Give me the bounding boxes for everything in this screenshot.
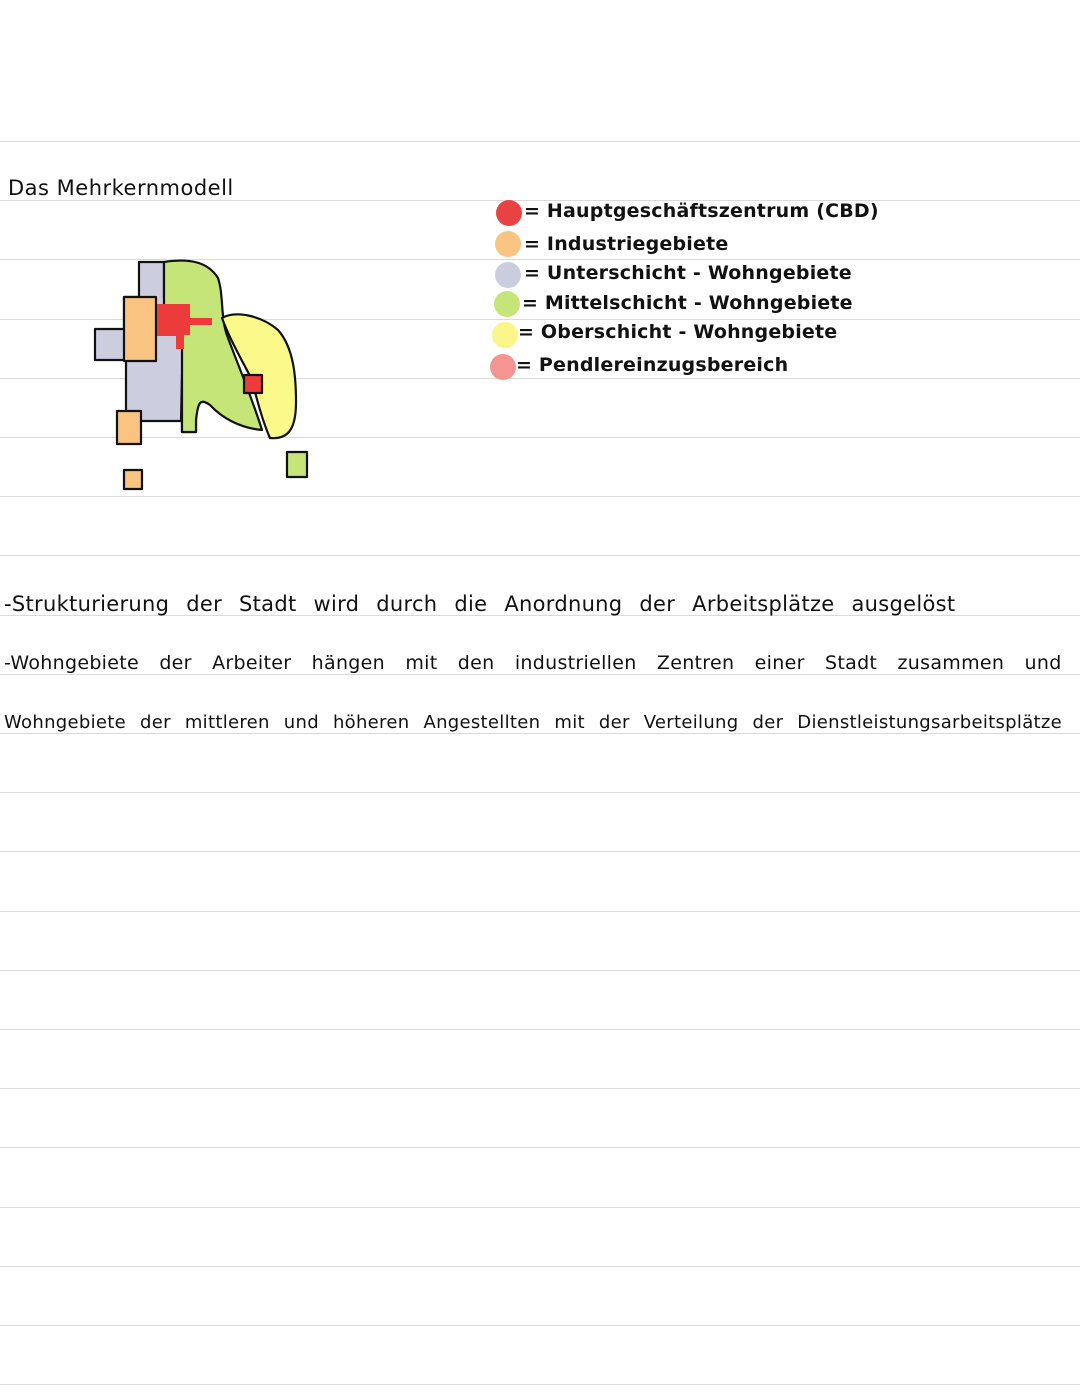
legend-label: = Industriegebiete: [524, 233, 729, 255]
legend-label: = Unterschicht - Wohngebiete: [524, 262, 852, 284]
industry-area-satellite: [124, 470, 142, 489]
ruled-line: [0, 1147, 1080, 1148]
color-dot-icon: [492, 322, 518, 348]
ruled-line: [0, 1266, 1080, 1267]
legend-label: = Pendlereinzugsbereich: [516, 354, 789, 376]
multiple-nuclei-model-diagram: [80, 250, 330, 500]
ruled-line: [0, 555, 1080, 556]
color-dot-icon: [495, 231, 521, 257]
color-dot-icon: [490, 354, 516, 380]
legend-label: = Mittelschicht - Wohngebiete: [522, 292, 853, 314]
color-dot-icon: [496, 200, 522, 226]
ruled-line: [0, 792, 1080, 793]
ruled-line: [0, 733, 1080, 734]
legend-label: = Oberschicht - Wohngebiete: [518, 321, 838, 343]
industry-area-south: [117, 411, 141, 444]
ruled-line: [0, 1207, 1080, 1208]
note-line: -Wohngebiete der Arbeiter hängen mit den industriellen Zentren einer Stadt zusammen und: [4, 652, 1062, 674]
ruled-line: [0, 1325, 1080, 1326]
color-dot-icon: [494, 291, 520, 317]
ruled-line: [0, 674, 1080, 675]
ruled-line: [0, 1029, 1080, 1030]
industry-area-main: [124, 297, 156, 361]
note-line: Wohngebiete der mittleren und höheren Angestellten mit der Verteilung der Dienstleistungsarbeitsplätze: [4, 712, 1063, 733]
cbd-sub-center: [244, 375, 262, 393]
ruled-line: [0, 970, 1080, 971]
ruled-line: [0, 911, 1080, 912]
ruled-line: [0, 141, 1080, 142]
ruled-line: [0, 851, 1080, 852]
page-title: Das Mehrkernmodell: [8, 176, 234, 200]
ruled-line: [0, 1088, 1080, 1089]
ruled-line: [0, 1384, 1080, 1385]
note-line: -Strukturierung der Stadt wird durch die Anordnung der Arbeitsplätze ausgelöst: [4, 592, 956, 616]
middle-class-satellite: [287, 452, 307, 477]
legend-label: = Hauptgeschäftszentrum (CBD): [524, 200, 879, 222]
color-dot-icon: [495, 262, 521, 288]
